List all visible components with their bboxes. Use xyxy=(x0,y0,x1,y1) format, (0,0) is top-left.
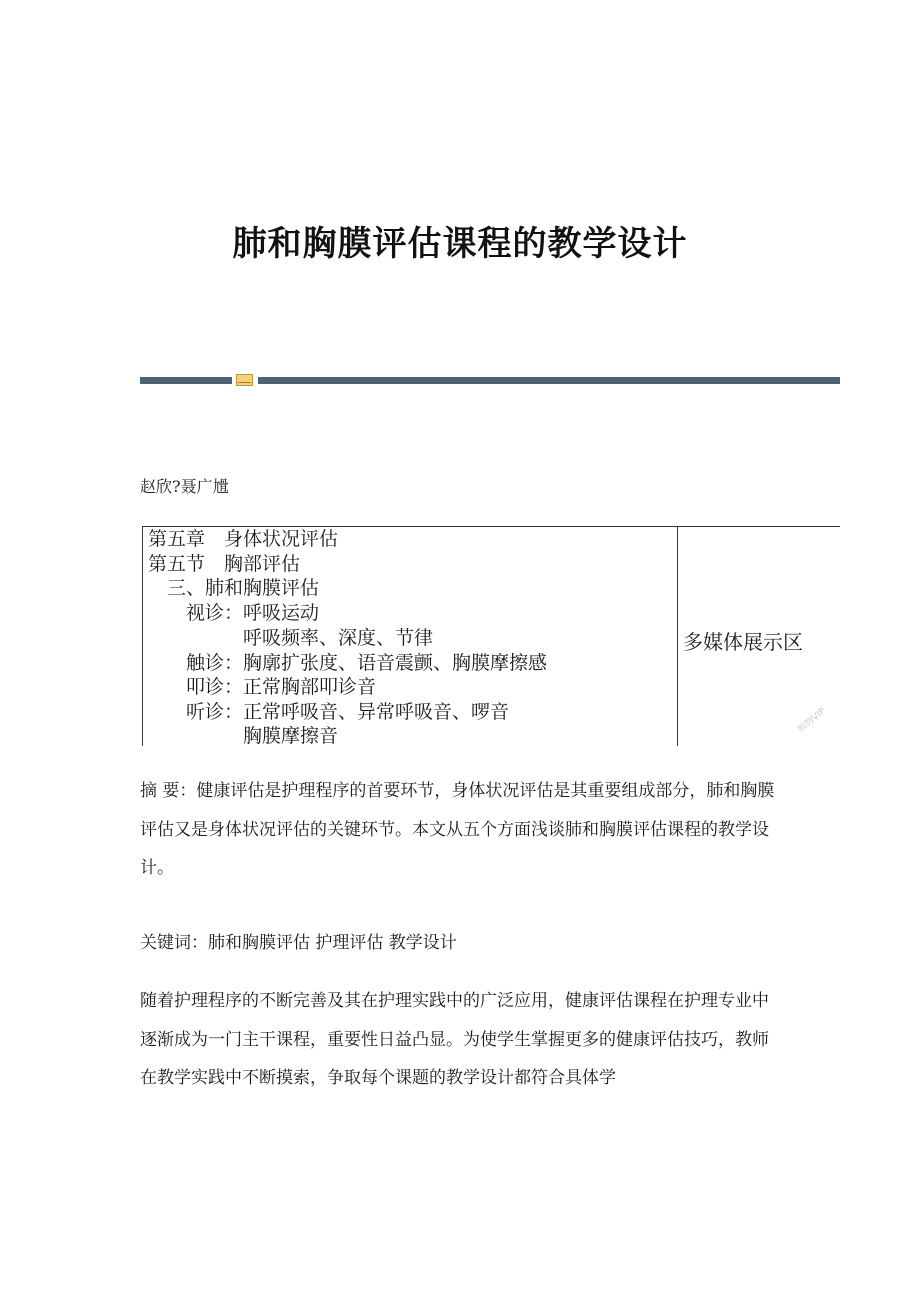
outline-line: 呼吸频率、深度、节律 xyxy=(148,627,434,649)
multimedia-area-label: 多媒体展示区 xyxy=(683,630,803,654)
envelope-icon xyxy=(236,374,253,386)
authors: 赵欣?聂广尳 xyxy=(140,477,229,496)
outline-line: 触诊：胸廓扩张度、语音震颤、胸膜摩擦感 xyxy=(148,652,548,674)
title-divider xyxy=(140,374,840,386)
outline-line: 叩诊：正常胸部叩诊音 xyxy=(148,676,377,698)
outline-line: 听诊：正常呼吸音、异常呼吸音、啰音 xyxy=(148,701,510,723)
outline-cell xyxy=(143,527,678,746)
outline-line: 胸膜摩擦音 xyxy=(148,725,339,746)
course-outline-figure xyxy=(142,526,840,746)
watermark: 购物VIP xyxy=(796,706,828,735)
divider-bar-left xyxy=(140,377,232,384)
document-title: 肺和胸膜评估课程的教学设计 xyxy=(232,224,688,264)
outline-line: 视诊：呼吸运动 xyxy=(148,602,320,624)
body-paragraph: 随着护理程序的不断完善及其在护理实践中的广泛应用，健康评估课程在护理专业中逐渐成为一门主干课程，重要性日益凸显。为使学生掌握更多的健康评估技巧，教师在教学实践中不断摸索，争取每个课题的教学设计都符合具体学 xyxy=(140,991,769,1089)
outline-line: 第五节 胸部评估 xyxy=(148,553,301,575)
abstract: 摘 要：健康评估是护理程序的首要环节，身体状况评估是其重要组成部分，肺和胸膜评估又是身体状况评估的关键环节。本文从五个方面浅谈肺和胸膜评估课程的教学设计。 xyxy=(140,781,775,879)
outline-line: 三、肺和胸膜评估 xyxy=(148,577,320,599)
keywords: 关键词：肺和胸膜评估 护理评估 教学设计 xyxy=(140,933,457,953)
outline-line: 第五章 身体状况评估 xyxy=(148,528,339,550)
divider-bar-right xyxy=(258,377,840,384)
